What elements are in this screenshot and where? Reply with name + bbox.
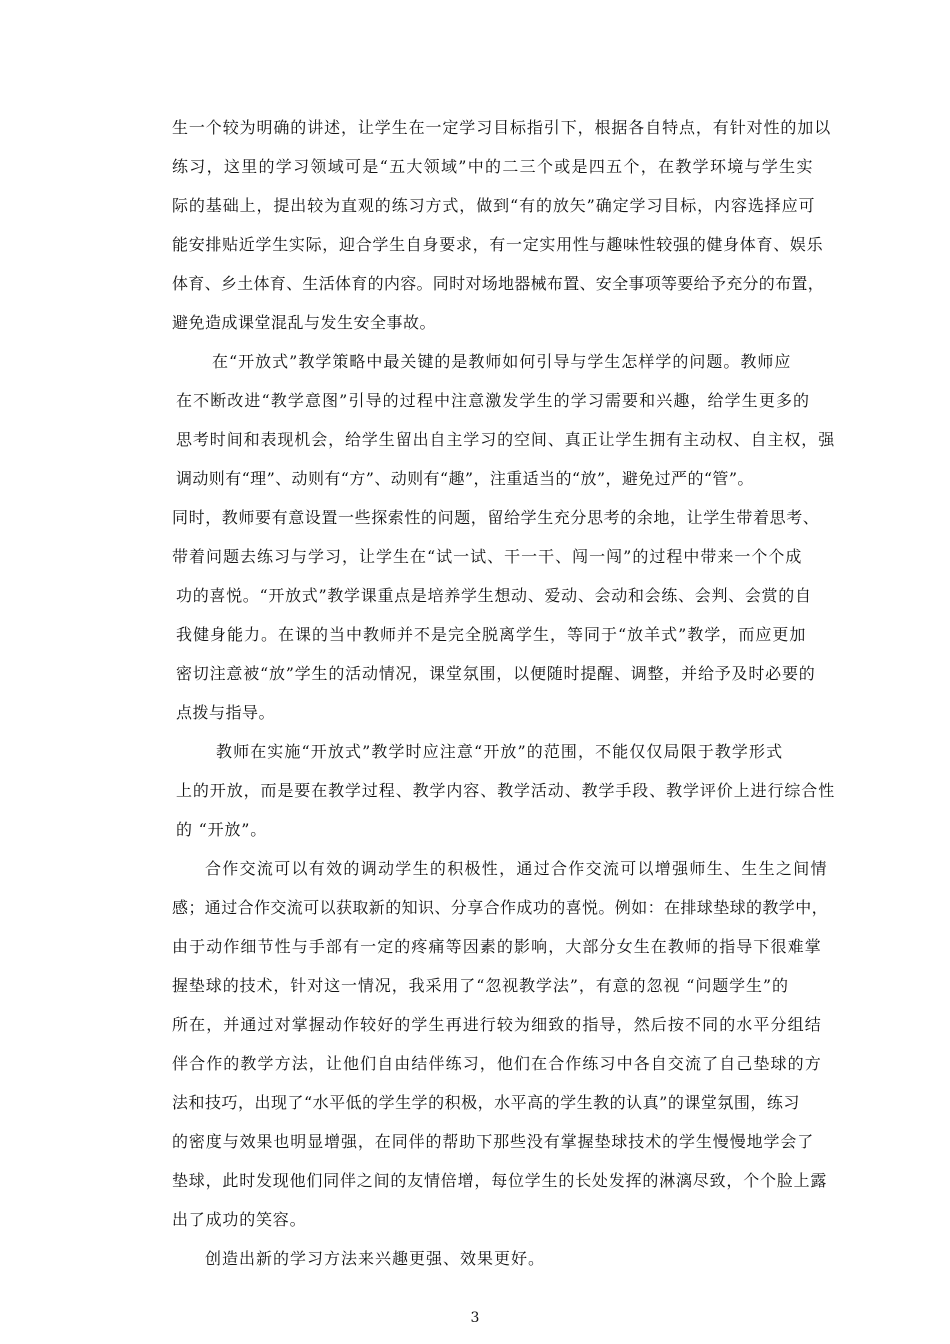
paragraph-line: 思考时间和表现机会，给学生留出自主学习的空间、真正让学生拥有主动权、自主权，强 [176, 430, 836, 449]
paragraph-line: 带着问题去练习与学习，让学生在“试一试、干一干、闯一闯”的过程中带来一个个成 [172, 547, 803, 566]
paragraph-line: 功的喜悦。“开放式”教学课重点是培养学生想动、爱动、会动和会练、会判、会赏的自 [176, 586, 812, 605]
paragraph-line: 伴合作的教学方法，让他们自由结伴练习，他们在合作练习中各自交流了自己垫球的方 [172, 1054, 822, 1073]
paragraph-line: 点拨与指导。 [176, 703, 276, 722]
paragraph-line: 法和技巧，出现了“水平低的学生学的积极，水平高的学生教的认真”的课堂氛围，练习 [172, 1093, 800, 1112]
page-number: 3 [470, 1310, 480, 1326]
paragraph-line: 的密度与效果也明显增强，在同伴的帮助下那些没有掌握垫球技术的学生慢慢地学会了 [172, 1132, 815, 1151]
paragraph-line: 际的基础上，提出较为直观的练习方式，做到“有的放矢”确定学习目标，内容选择应可 [172, 196, 816, 215]
paragraph-line: 的 “开放”。 [176, 820, 268, 839]
paragraph-line: 我健身能力。在课的当中教师并不是完全脱离学生，等同于“放羊式”教学，而应更加 [176, 625, 807, 644]
paragraph-line: 出了成功的笑容。 [172, 1210, 307, 1229]
paragraph-line: 垫球，此时发现他们同伴之间的友情倍增，每位学生的长处发挥的淋漓尽致，个个脸上露 [172, 1171, 828, 1190]
paragraph-line: 练习，这里的学习领域可是“五大领域”中的二三个或是四五个，在教学环境与学生实 [172, 157, 814, 176]
paragraph-line: 能安排贴近学生实际，迎合学生自身要求，有一定实用性与趣味性较强的健身体育、娱乐 [172, 235, 824, 254]
paragraph-line: 在“开放式”教学策略中最关键的是教师如何引导与学生怎样学的问题。教师应 [212, 352, 792, 371]
paragraph-line: 由于动作细节性与手部有一定的疼痛等因素的影响，大部分女生在教师的指导下很难掌 [172, 937, 822, 956]
paragraph-line: 生一个较为明确的讲述，让学生在一定学习目标指引下，根据各自特点，有针对性的加以 [172, 118, 832, 137]
paragraph-line: 体育、乡土体育、生活体育的内容。同时对场地器械布置、安全事项等要给予充分的布置， [172, 274, 825, 293]
paragraph-line: 上的开放，而是要在教学过程、教学内容、教学活动、教学手段、教学评价上进行综合性 [176, 781, 836, 800]
paragraph-line: 同时，教师要有意设置一些探索性的问题，留给学生充分思考的余地，让学生带着思考、 [172, 508, 820, 527]
paragraph-line: 合作交流可以有效的调动学生的积极性，通过合作交流可以增强师生、生生之间情 [205, 859, 828, 878]
paragraph-line: 创造出新的学习方法来兴趣更强、效果更好。 [205, 1249, 546, 1268]
paragraph-line: 避免造成课堂混乱与发生安全事故。 [172, 313, 437, 332]
paragraph-line: 握垫球的技术，针对这一情况，我采用了“忽视教学法”，有意的忽视 “问题学生”的 [172, 976, 789, 995]
paragraph-line: 教师在实施“开放式”教学时应注意“开放”的范围，不能仅仅局限于教学形式 [216, 742, 784, 761]
paragraph-line: 感；通过合作交流可以获取新的知识、分享合作成功的喜悦。例如：在排球垫球的教学中， [172, 898, 829, 917]
paragraph-line: 所在，并通过对掌握动作较好的学生再进行较为细致的指导，然后按不同的水平分组结 [172, 1015, 822, 1034]
paragraph-line: 在不断改进“教学意图”引导的过程中注意激发学生的学习需要和兴趣，给学生更多的 [176, 391, 811, 410]
paragraph-line: 调动则有“理”、动则有“方”、动则有“趣”，注重适当的“放”，避免过严的“管”。 [176, 469, 754, 488]
paragraph-line: 密切注意被“放”学生的活动情况，课堂氛围，以便随时提醒、调整，并给予及时必要的 [176, 664, 816, 683]
